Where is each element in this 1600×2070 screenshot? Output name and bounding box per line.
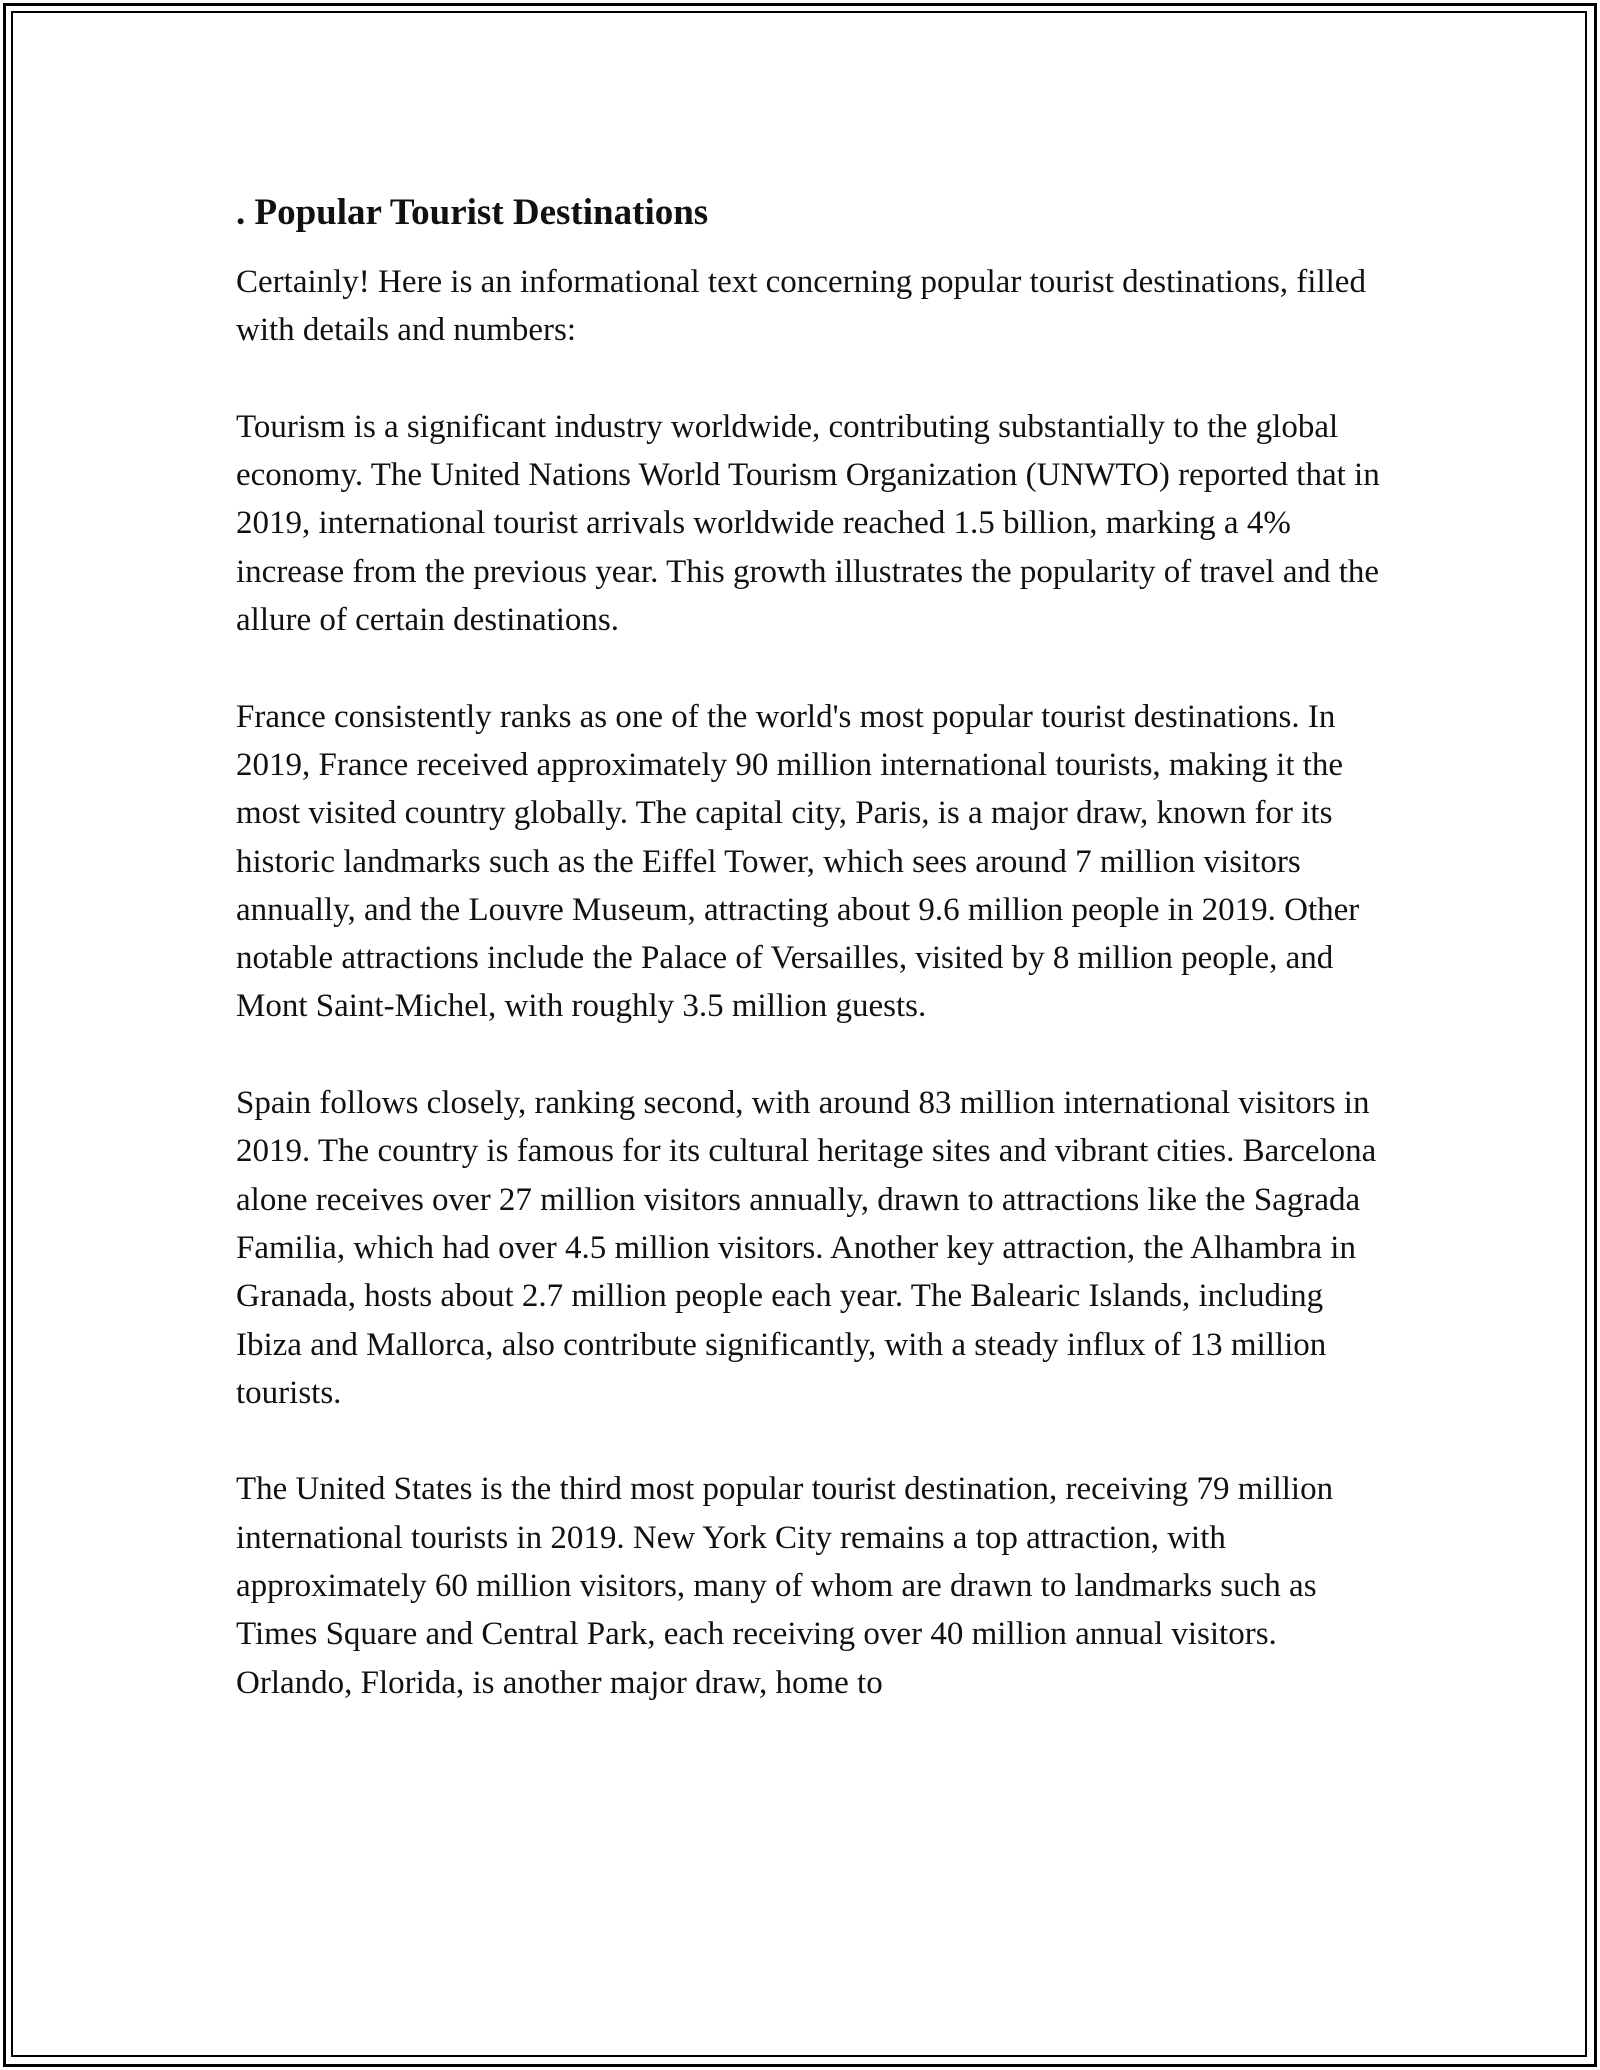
paragraph-tourism-overview: Tourism is a significant industry worldwide, contributing substantially to the global economy. The United Nations World Tourism Organization (UNWTO) reported that in 2019, international tourist arrivals worldwide reached 1.5 billion, marking a 4% increase from the previous year. This growth illustrates the popularity of travel and the allure of certain destinations. [236,408,1380,639]
paragraph-spain: Spain follows closely, ranking second, with around 83 million international visitors in 2019. The country is famous for its cultural heritage sites and vibrant cities. Barcelona alone receives over 27 million visitors annually, drawn to attractions like the Sagrada Familia, which had over 4.5 million visitors. Another key attraction, the Alhambra in Granada, hosts about 2.7 million people each year. The Balearic Islands, including Ibiza and Mallorca, also contribute significantly, with a steady influx of 13 million tourists. [236,1085,1377,1411]
paragraph-united-states: The United States is the third most popular tourist destination, receiving 79 million international tourists in 2019. New York City remains a top attraction, with approximately 60 million visitors, many of whom are drawn to landmarks such as Times Square and Central Park, each receiving over 40 million annual visitors. Orlando, Florida, is another major draw, home to [236,1471,1334,1701]
paragraph-intro: Certainly! Here is an informational text concerning popular tourist destinations, filled with details and numbers: [236,264,1366,349]
document-body [236,188,1381,1707]
document-title: . Popular Tourist Destinations [236,192,709,233]
paragraph-france: France consistently ranks as one of the world's most popular tourist destinations. In 2019, France received approximately 90 million international tourists, making it the most visited country globally. The capital city, Paris, is a major draw, known for its historic landmarks such as the Eiffel Tower, which sees around 7 million visitors annually, and the Louvre Museum, attracting about 9.6 million people in 2019. Other notable attractions include the Palace of Versailles, visited by 8 million people, and Mont Saint-Michel, with roughly 3.5 million guests. [236,698,1360,1025]
